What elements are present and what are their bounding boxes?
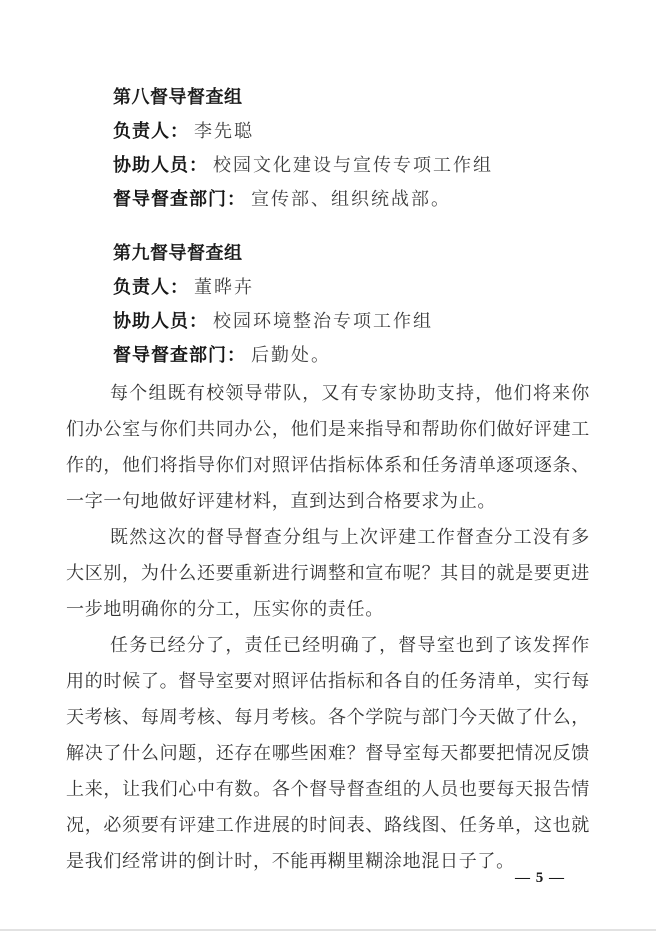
departments-value: 后勤处。	[251, 345, 331, 365]
assistants-label: 协助人员：	[113, 155, 208, 175]
assistants-label: 协助人员：	[113, 311, 208, 331]
assistants-value: 校园文化建设与宣传专项工作组	[213, 155, 493, 175]
body-paragraph: 每个组既有校领导带队，又有专家协助支持，他们将来你们办公室与你们共同办公，他们是来指导和帮助你们做好评建工作的，他们将指导你们对照评估指标体系和任务清单逐项逐条、一字一句地做好评建材料，直到达到合格要求为止。	[66, 383, 590, 511]
departments-value: 宣传部、组织统战部。	[251, 189, 451, 209]
page-number: — 5 —	[515, 870, 565, 886]
group-8-departments-row	[113, 182, 590, 216]
leader-value: 李先聪	[194, 121, 254, 141]
document-content	[66, 80, 590, 879]
supervision-group-8-section	[66, 80, 590, 216]
departments-label: 督导督查部门：	[113, 189, 246, 209]
group-9-leader-row	[113, 270, 590, 304]
body-text	[66, 375, 590, 879]
page-bottom-edge	[0, 929, 656, 931]
body-paragraph: 既然这次的督导督查分组与上次评建工作督查分工没有多大区别，为什么还要重新进行调整和宣布呢？其目的就是要更进一步地明确你的分工，压实你的责任。	[66, 527, 590, 619]
leader-value: 董晔卉	[194, 277, 254, 297]
leader-label: 负责人：	[113, 277, 189, 297]
assistants-value: 校园环境整治专项工作组	[213, 311, 433, 331]
group-8-assistants-row	[113, 148, 590, 182]
group-8-leader-row	[113, 114, 590, 148]
group-9-assistants-row	[113, 304, 590, 338]
body-paragraph: 任务已经分了，责任已经明确了，督导室也到了该发挥作用的时候了。督导室要对照评估指标和各自的任务清单，实行每天考核、每周考核、每月考核。各个学院与部门今天做了什么，解决了什么问题，还存在哪些困难？督导室每天都要把情况反馈上来，让我们心中有数。各个督导督查组的人员也要每天报告情况，必须要有评建工作进展的时间表、路线图、任务单，这也就是我们经常讲的倒计时，不能再糊里糊涂地混日子了。	[66, 635, 590, 871]
supervision-group-9-section	[66, 236, 590, 372]
leader-label: 负责人：	[113, 121, 189, 141]
group-8-title: 第八督导督查组	[113, 87, 243, 107]
departments-label: 督导督查部门：	[113, 345, 246, 365]
group-9-departments-row	[113, 338, 590, 372]
group-9-title: 第九督导督查组	[113, 243, 243, 263]
